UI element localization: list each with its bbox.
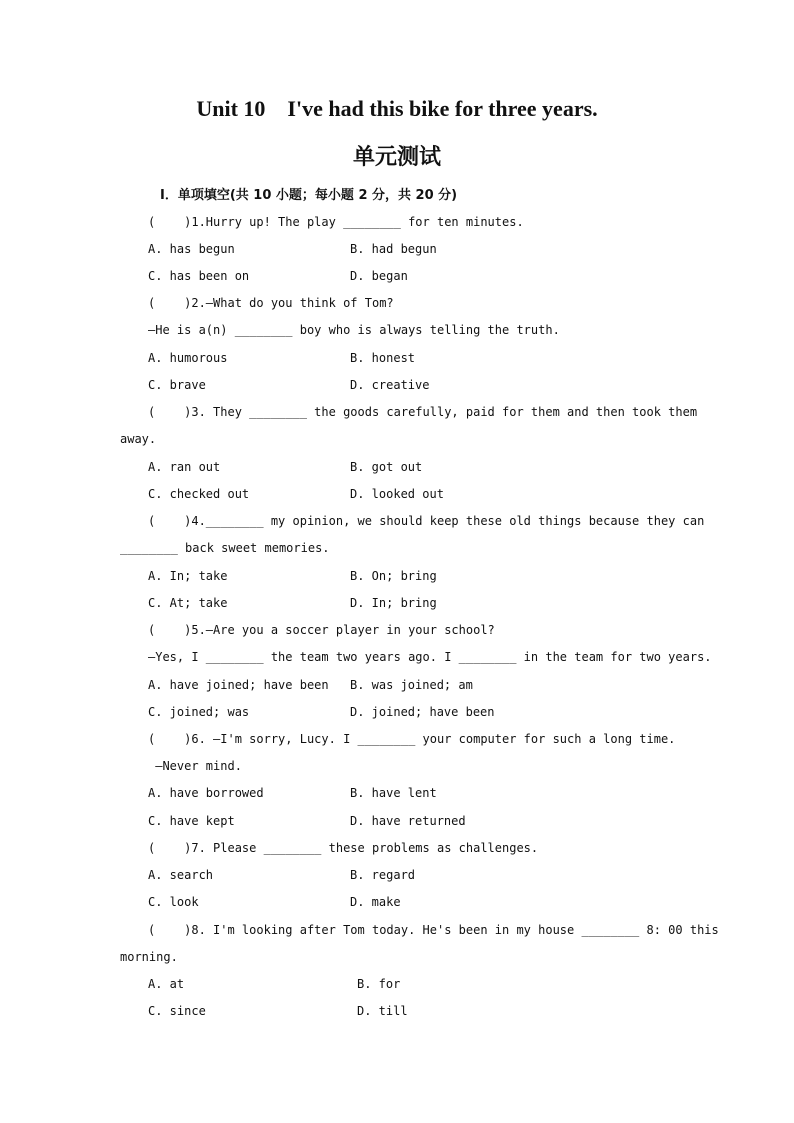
test-title: 单元测试 xyxy=(352,145,441,170)
question-4-stem-line2: ________ back sweet memories. xyxy=(120,541,330,555)
question-5-option-b: B. was joined; am xyxy=(350,678,473,692)
section-heading: Ⅰ．单项填空(共 10 小题；每小题 2 分，共 20 分) xyxy=(160,188,458,203)
question-3-stem-line2: away. xyxy=(120,432,157,446)
question-8-option-a: A. at xyxy=(148,977,185,991)
question-4-option-a: A. In; take xyxy=(148,569,228,583)
question-8-option-c: C. since xyxy=(148,1004,206,1018)
question-7-option-a: A. search xyxy=(148,868,214,882)
question-7-option-b: B. regard xyxy=(350,868,416,882)
question-8-option-d: D. till xyxy=(357,1004,408,1018)
question-6-stem-line2: —Never mind. xyxy=(148,759,242,773)
question-5-option-a: A. have joined; have been xyxy=(148,678,329,692)
question-1-stem: ( )1.Hurry up! The play ________ for ten minutes. xyxy=(148,215,524,229)
question-8-stem: ( )8. I'm looking after Tom today. He's been in my house ________ 8: 00 this xyxy=(148,923,719,937)
question-5-option-d: D. joined; have been xyxy=(350,705,495,719)
question-6-option-b: B. have lent xyxy=(350,786,437,800)
question-4-stem: ( )4.________ my opinion, we should keep these old things because they can xyxy=(148,514,705,528)
question-4-option-d: D. In; bring xyxy=(350,596,437,610)
question-2-option-d: D. creative xyxy=(350,378,430,392)
question-1-option-a: A. has begun xyxy=(148,242,235,256)
question-3-option-a: A. ran out xyxy=(148,460,221,474)
question-3-option-b: B. got out xyxy=(350,460,423,474)
question-6-option-a: A. have borrowed xyxy=(148,786,264,800)
question-8-stem-line2: morning. xyxy=(120,950,178,964)
question-6-option-c: C. have kept xyxy=(148,814,235,828)
question-5-stem-line2: —Yes, I ________ the team two years ago. I ________ in the team for two years. xyxy=(148,650,712,664)
question-2-option-c: C. brave xyxy=(148,378,206,392)
question-4-option-c: C. At; take xyxy=(148,596,228,610)
question-3-option-c: C. checked out xyxy=(148,487,250,501)
question-1-option-c: C. has been on xyxy=(148,269,250,283)
question-7-stem: ( )7. Please ________ these problems as challenges. xyxy=(148,841,539,855)
question-7-option-c: C. look xyxy=(148,895,199,909)
question-5-stem: ( )5.—Are you a soccer player in your school? xyxy=(148,623,495,637)
question-6-stem: ( )6. —I'm sorry, Lucy. I ________ your computer for such a long time. xyxy=(148,732,676,746)
question-3-stem: ( )3. They ________ the goods carefully, paid for them and then took them xyxy=(148,405,698,419)
question-4-option-b: B. On; bring xyxy=(350,569,437,583)
question-5-option-c: C. joined; was xyxy=(148,705,250,719)
question-2-stem: ( )2.—What do you think of Tom? xyxy=(148,296,394,310)
question-6-option-d: D. have returned xyxy=(350,814,466,828)
question-3-option-d: D. looked out xyxy=(350,487,444,501)
question-1-option-d: D. began xyxy=(350,269,408,283)
question-7-option-d: D. make xyxy=(350,895,401,909)
question-2-option-b: B. honest xyxy=(350,351,416,365)
question-8-option-b: B. for xyxy=(357,977,401,991)
unit-title: Unit 10 I've had this bike for three years. xyxy=(196,96,598,121)
question-2-stem-line2: —He is a(n) ________ boy who is always telling the truth. xyxy=(148,323,560,337)
question-1-option-b: B. had begun xyxy=(350,242,437,256)
question-2-option-a: A. humorous xyxy=(148,351,228,365)
